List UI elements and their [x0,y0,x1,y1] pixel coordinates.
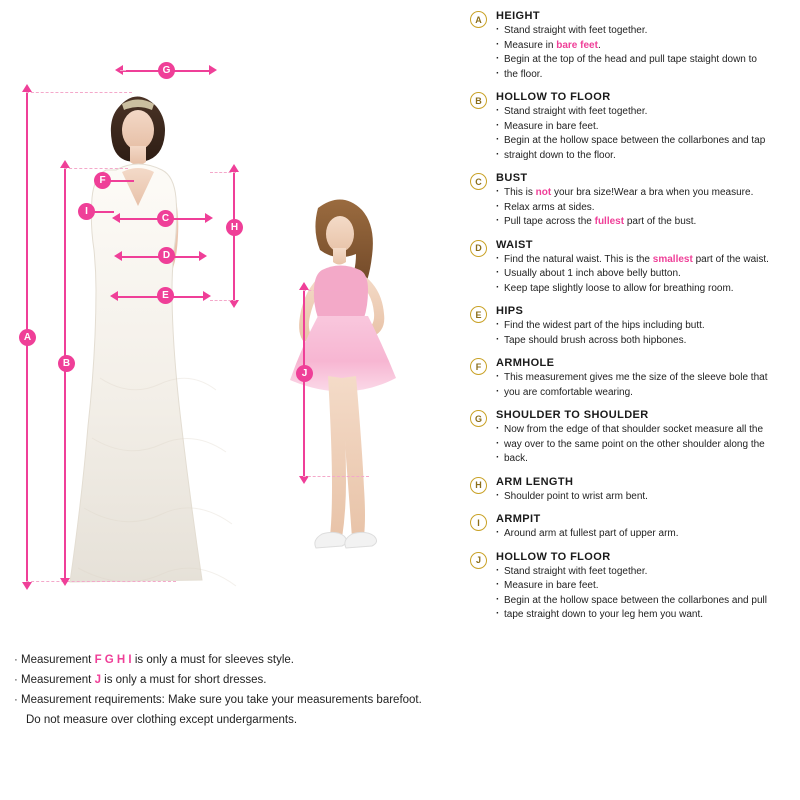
measurement-item-g [470,409,790,467]
footnote-row: · Measurement F G H I is only a must for sleeves style. [14,654,294,666]
measurement-line: · Begin at the hollow space between the collarbones and tap [496,134,790,149]
measurement-line: · Usually about 1 inch above belly button. [496,267,790,282]
measurement-line-cont: · the floor. [496,68,790,83]
measurement-line: · Measure in bare feet. [496,39,790,54]
footnote-row: · Measurement requirements: Make sure you take your measurements barefoot. [14,694,422,706]
measurement-title-i: ARMPIT [496,513,541,525]
letter-badge-j: J [470,552,487,569]
measurement-line: · Keep tape slightly loose to allow for breathing room. [496,282,790,297]
measurement-item-j [470,551,790,623]
arrow-c-right [205,213,213,223]
arrow-h-bottom [229,300,239,308]
measurement-line: · Measure in bare feet. [496,120,790,135]
badge-d: D [158,247,175,264]
measurement-title-g: SHOULDER TO SHOULDER [496,409,649,421]
badge-a: A [19,329,36,346]
measurement-title-j: HOLLOW TO FLOOR [496,550,611,563]
badge-f: F [94,172,111,189]
arrow-c-left [112,213,120,223]
measurement-line: · Find the natural waist. This is the smallest part of the waist. [496,253,790,268]
measurement-item-f [470,357,790,400]
footnote-lead: Measurement [21,654,95,666]
badge-g: G [158,62,175,79]
measurement-item-c [470,172,790,230]
measurement-line: · Around arm at fullest part of upper arm. [496,527,790,542]
measurement-line-cont: · way over to the same point on the other shoulder along the [496,438,790,453]
model-short-dress-illustration [270,190,420,610]
measurement-item-a [470,10,790,82]
letter-badge-b: B [470,92,487,109]
badge-b: B [58,355,75,372]
arrow-g-right [209,65,217,75]
letter-badge-h: H [470,477,487,494]
measurement-title-b: HOLLOW TO FLOOR [496,91,611,103]
footnote-tail: is only a must for short dresses. [100,674,267,686]
letter-badge-i: I [470,514,487,531]
measurement-line: · Measure in bare feet. [496,579,790,594]
arrow-a-top [22,84,32,92]
measurement-line: · Stand straight with feet together. [496,105,790,120]
arrow-d-left [114,251,122,261]
footnote-subline: Do not measure over clothing except undergarments. [26,714,298,726]
letter-badge-d: D [470,240,487,257]
footnote-lead: Measurement requirements: Make sure you take your measurements barefoot. [21,694,422,706]
arrow-d-right [199,251,207,261]
measurement-title-e: HIPS [496,305,524,317]
measurement-line: · Pull tape across the fullest part of the bust. [496,215,790,230]
measurement-item-e [470,305,790,348]
badge-e: E [157,287,174,304]
letter-badge-a: A [470,11,487,28]
badge-i: I [78,203,95,220]
badge-j: J [296,365,313,382]
badge-h: H [226,219,243,236]
measurement-item-i [470,513,790,542]
measurement-title-a: HEIGHT [496,10,540,22]
measurement-title-f: ARMHOLE [496,357,555,369]
measurement-line-cont: · you are comfortable wearing. [496,386,790,401]
measurement-title-h: ARM LENGTH [496,475,574,488]
footnote-lead: Measurement [21,674,95,686]
letter-badge-g: G [470,410,487,427]
measurement-item-h [470,476,790,505]
arrow-e-left [110,291,118,301]
measurement-line: · Begin at the top of the head and pull tape staight down to [496,53,790,68]
arrow-b-top [60,160,70,168]
arrow-j-bottom [299,476,309,484]
measurement-line: · This is not your bra size!Wear a bra when you measure. [496,186,790,201]
arrow-j-top [299,282,309,290]
line-h [233,172,235,300]
measurement-line-cont: · straight down to the floor. [496,149,790,164]
measurement-title-c: BUST [496,172,528,184]
badge-c: C [157,210,174,227]
footnote-highlight: F G H I [94,654,132,666]
measurement-item-b [470,91,790,163]
footnotes [14,650,444,730]
measurement-line: · Begin at the hollow space between the collarbones and pull [496,594,790,609]
measurement-line: · Relax arms at sides. [496,201,790,216]
line-j [303,290,305,476]
measurement-line: · Stand straight with feet together. [496,565,790,580]
measurement-line: · Now from the edge of that shoulder socket measure all the [496,423,790,438]
measurement-line: · Shoulder point to wrist arm bent. [496,490,790,505]
measurement-line: · Find the widest part of the hips including butt. [496,319,790,334]
arrow-a-bottom [22,582,32,590]
measurement-line-cont: · tape straight down to your leg hem you want. [496,608,790,623]
measurement-line: · Tape should brush across both hipbones. [496,334,790,349]
arrow-h-top [229,164,239,172]
bride-long-dress-illustration [60,78,245,608]
measurement-line-cont: · back. [496,452,790,467]
letter-badge-f: F [470,358,487,375]
measurement-line: · This measurement gives me the size of the sleeve bole that [496,371,790,386]
footnote-tail: is only a must for sleeves style. [131,654,294,666]
measurement-diagram [0,0,460,645]
footnote-highlight: J [94,674,101,686]
footnote-row: · Measurement J is only a must for short dresses. [14,674,267,686]
line-b [64,168,66,578]
measurement-title-d: WAIST [496,238,533,251]
letter-badge-e: E [470,306,487,323]
letter-badge-c: C [470,173,487,190]
arrow-b-bottom [60,578,70,586]
measurement-line: · Stand straight with feet together. [496,24,790,39]
measurement-item-d [470,239,790,297]
measurement-list [470,10,790,632]
